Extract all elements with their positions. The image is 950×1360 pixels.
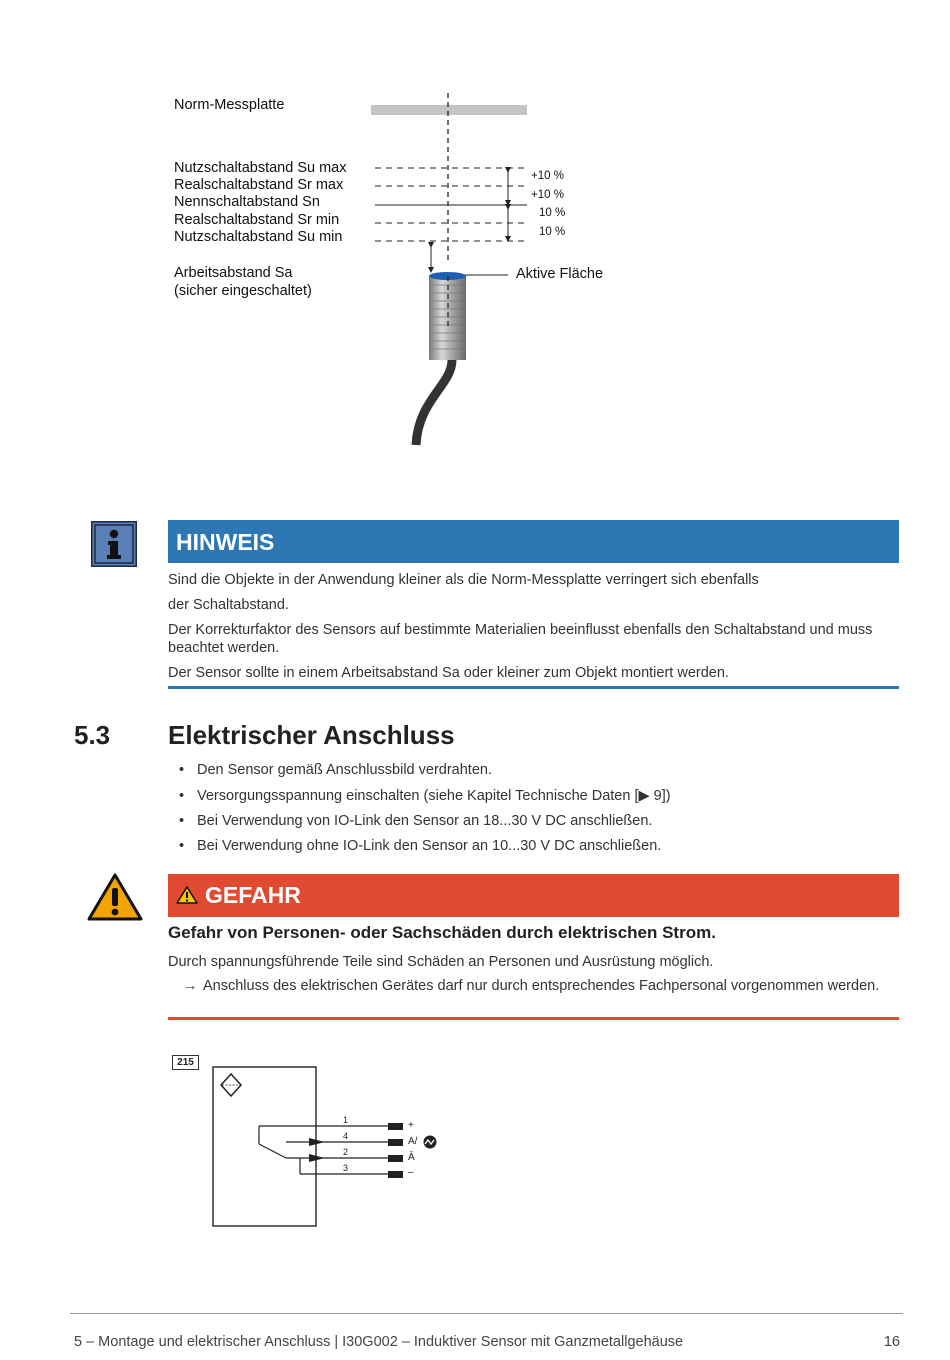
action-arrow: →: [183, 978, 198, 994]
danger-title: GEFAHR: [205, 882, 301, 908]
note-divider: [168, 686, 899, 689]
distance-label: Realschaltabstand Sr max: [174, 177, 344, 193]
plate-label: Norm-Messplatte: [174, 97, 285, 113]
warning-icon-small: [176, 885, 198, 905]
note-paragraph: Sind die Objekte in der Anwendung kleiner als die Norm-Messplatte verringert sich ebenfalls: [168, 572, 759, 588]
wiring-diagram: [0, 1060, 500, 1240]
list-item: Bei Verwendung von IO-Link den Sensor an 18...30 V DC anschließen.: [197, 813, 653, 829]
page-number: 16: [883, 1334, 900, 1350]
wire-number: 4: [343, 1131, 349, 1141]
sensor-drawing: [0, 0, 950, 470]
section-number: 5.3: [74, 720, 111, 750]
info-icon: [91, 521, 137, 567]
danger-divider: [168, 1017, 899, 1020]
list-item: Den Sensor gemäß Anschlussbild verdrahten.: [197, 762, 492, 778]
distance-label: Nennschaltabstand Sn: [174, 194, 320, 210]
footer-divider: [70, 1313, 903, 1314]
distance-label: Nutzschaltabstand Su max: [174, 160, 347, 176]
danger-text: Durch spannungsführende Teile sind Schäden an Personen und Ausrüstung möglich.: [168, 954, 714, 970]
distance-label: Nutzschaltabstand Su min: [174, 229, 343, 245]
warning-icon: [87, 872, 143, 922]
note-paragraph: Der Sensor sollte in einem Arbeitsabstand Sa oder kleiner zum Objekt montiert werden.: [168, 665, 729, 681]
tolerance-label: 10 %: [539, 226, 566, 238]
pin-label: Ā: [408, 1152, 415, 1163]
wire-number: 1: [343, 1115, 349, 1125]
note-paragraph: Der Korrekturfaktor des Sensors auf bestimmte Materialien beeinflusst ebenfalls den Schaltabstand und muss beachtet werden.: [168, 622, 873, 656]
distance-label: Realschaltabstand Sr min: [174, 212, 340, 228]
bullet-dot: •: [179, 813, 185, 829]
wire-number: 2: [343, 1147, 349, 1157]
bullet-dot: •: [179, 762, 185, 778]
list-item: Versorgungsspannung einschalten (siehe Kapitel Technische Daten [▶ 9]): [197, 788, 671, 804]
tolerance-label: 10 %: [539, 207, 566, 219]
pin-label: A/: [408, 1136, 418, 1147]
bullet-dot: •: [179, 788, 185, 804]
danger-headline: Gefahr von Personen- oder Sachschäden durch elektrischen Strom.: [168, 923, 716, 942]
figure-number: 215: [172, 1055, 199, 1070]
working-distance-label: (sicher eingeschaltet): [174, 283, 312, 299]
danger-action: Anschluss des elektrischen Gerätes darf nur durch entsprechendes Fachpersonal vorgenommen werden.: [203, 978, 880, 994]
bullet-dot: •: [179, 838, 185, 854]
working-distance-label: Arbeitsabstand Sa: [174, 265, 293, 281]
measuring-plate: [371, 105, 527, 115]
tolerance-label: +10 %: [531, 189, 564, 201]
footer-text: 5 – Montage und elektrischer Anschluss | I30G002 – Induktiver Sensor mit Ganzmetallgehäuse: [74, 1334, 684, 1350]
list-item: Bei Verwendung ohne IO-Link den Sensor an 10...30 V DC anschließen.: [197, 838, 662, 854]
pin-label: –: [408, 1167, 414, 1178]
note-header: [168, 520, 899, 563]
wire-number: 3: [343, 1163, 349, 1173]
pin-label: +: [408, 1120, 414, 1131]
note-paragraph: der Schaltabstand.: [168, 597, 289, 613]
tolerance-label: +10 %: [531, 170, 564, 182]
active-face-label: Aktive Fläche: [516, 266, 604, 282]
section-title: Elektrischer Anschluss: [168, 720, 455, 750]
note-title: HINWEIS: [176, 529, 275, 555]
